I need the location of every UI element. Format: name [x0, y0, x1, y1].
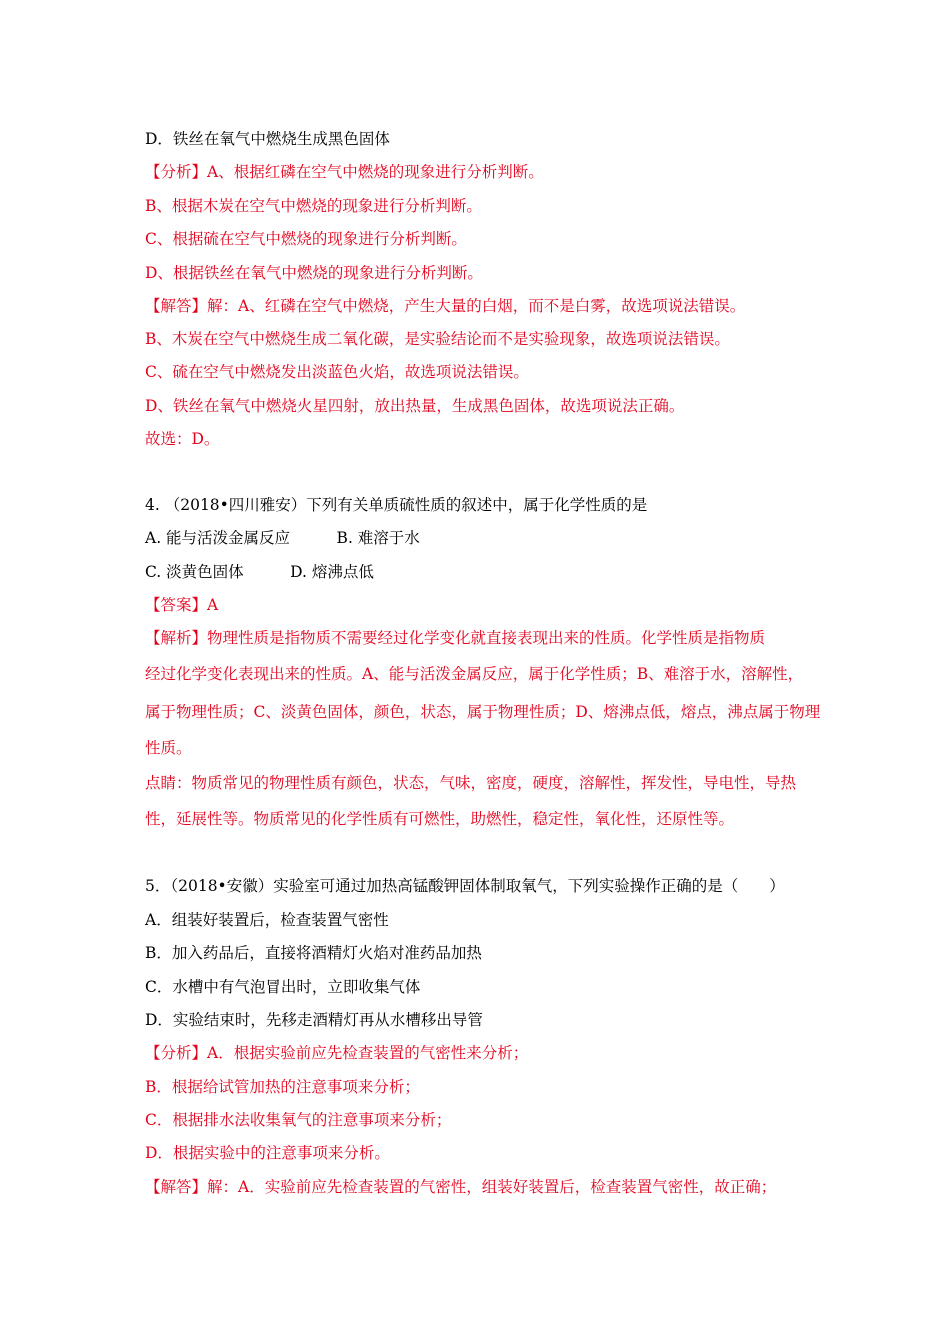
q4-explanation-line: 点睛：物质常见的物理性质有颜色，状态，气味，密度，硬度，溶解性，挥发性，导电性，导热	[145, 774, 797, 792]
q5-analysis-line: C．根据排水法收集氧气的注意事项来分析；	[145, 1111, 452, 1129]
q5-analysis-line: B．根据给试管加热的注意事项来分析；	[145, 1078, 420, 1096]
q5-option: B．加入药品后，直接将酒精灯火焰对准药品加热	[145, 944, 482, 962]
q5-option: A．组装好装置后，检查装置气密性	[145, 911, 389, 929]
q4-explanation-line: 性，延展性等。物质常见的化学性质有可燃性，助燃性，稳定性，氧化性，还原性等。	[145, 810, 735, 828]
q4-explanation-line: 性质。	[145, 739, 192, 757]
q3-solution-line: B、木炭在空气中燃烧生成二氧化碳，是实验结论而不是实验现象，故选项说法错误。	[145, 330, 730, 348]
q4-answer: 【答案】A	[145, 596, 219, 614]
q3-analysis-line: B、根据木炭在空气中燃烧的现象进行分析判断。	[145, 197, 482, 215]
q4-options-row: C. 淡黄色固体 D. 熔沸点低	[145, 563, 374, 581]
q3-analysis-line: C、根据硫在空气中燃烧的现象进行分析判断。	[145, 230, 467, 248]
q5-solution-line: 【解答】解：A．实验前应先检查装置的气密性，组装好装置后，检查装置气密性，故正确；	[145, 1178, 777, 1196]
q3-solution-line: D、铁丝在氧气中燃烧火星四射，放出热量，生成黑色固体，故选项说法正确。	[145, 397, 685, 415]
q4-stem: 4. （2018•四川雅安）下列有关单质硫性质的叙述中，属于化学性质的是	[145, 496, 648, 514]
q3-option-d: D．铁丝在氧气中燃烧生成黑色固体	[145, 130, 390, 148]
q4-explanation-line: 经过化学变化表现出来的性质。A、能与活泼金属反应，属于化学性质；B、难溶于水，溶解性，	[145, 665, 804, 683]
q3-analysis-line: D、根据铁丝在氧气中燃烧的现象进行分析判断。	[145, 264, 483, 282]
q3-analysis-line: 【分析】A、根据红磷在空气中燃烧的现象进行分析判断。	[145, 163, 544, 181]
q4-explanation-line: 【解析】物理性质是指物质不需要经过化学变化就直接表现出来的性质。化学性质是指物质	[145, 629, 766, 647]
q5-option: D．实验结束时，先移走酒精灯再从水槽移出导管	[145, 1011, 483, 1029]
q3-solution-line: C、硫在空气中燃烧发出淡蓝色火焰，故选项说法错误。	[145, 363, 529, 381]
q3-solution-line: 【解答】解：A、红磷在空气中燃烧，产生大量的白烟，而不是白雾，故选项说法错误。	[145, 297, 746, 315]
q5-analysis-line: D．根据实验中的注意事项来分析。	[145, 1144, 390, 1162]
q5-analysis-line: 【分析】A．根据实验前应先检查装置的气密性来分析；	[145, 1044, 529, 1062]
q5-option: C．水槽中有气泡冒出时，立即收集气体	[145, 978, 421, 996]
q4-options-row: A. 能与活泼金属反应 B. 难溶于水	[145, 529, 420, 547]
q3-solution-line: 故选：D。	[145, 430, 220, 448]
q4-explanation-line: 属于物理性质；C、淡黄色固体，颜色，状态，属于物理性质；D、熔沸点低，熔点，沸点属于物理	[145, 703, 821, 721]
q5-stem: 5．（2018•安徽）实验室可通过加热高锰酸钾固体制取氧气，下列实验操作正确的是（ ）	[145, 877, 785, 895]
